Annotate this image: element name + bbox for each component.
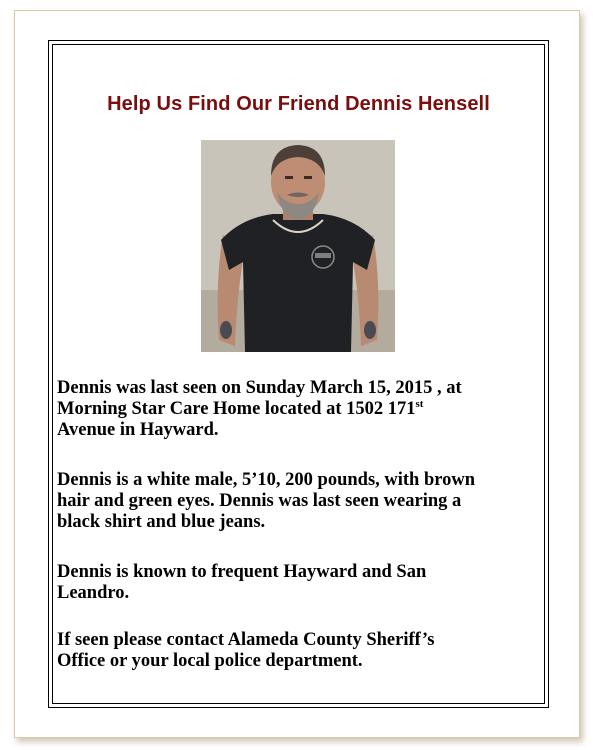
last-seen-line-3: Avenue in Hayward.	[57, 420, 219, 440]
flyer-title: Help Us Find Our Friend Dennis Hensell	[107, 93, 490, 115]
frequent-line-1: Dennis is known to frequent Hayward and San	[57, 562, 427, 582]
last-seen-ordinal: st	[415, 398, 424, 410]
last-seen-line-1: Dennis was last seen on Sunday March 15, 2015 , at	[57, 378, 462, 398]
description-paragraph	[57, 470, 538, 533]
frequent-line-2: Leandro.	[57, 583, 130, 603]
flyer-border	[48, 40, 549, 708]
frequent-locations-paragraph	[57, 562, 538, 604]
last-seen-line-2: Morning Star Care Home located at 1502 171	[57, 399, 416, 419]
description-line-3: black shirt and blue jeans.	[57, 512, 266, 532]
description-line-2: hair and green eyes. Dennis was last seen wearing a	[57, 491, 462, 511]
person-photo-illustration	[201, 140, 395, 352]
flyer-page	[14, 10, 580, 738]
flyer-inner-border	[52, 44, 545, 704]
contact-line-1: If seen please contact Alameda County Sheriff’s	[57, 630, 435, 650]
last-seen-paragraph	[57, 378, 538, 441]
contact-line-2: Office or your local police department.	[57, 651, 363, 671]
missing-person-photo	[201, 140, 395, 352]
description-line-1: Dennis is a white male, 5’10, 200 pounds, with brown	[57, 470, 476, 490]
contact-paragraph	[57, 630, 538, 672]
